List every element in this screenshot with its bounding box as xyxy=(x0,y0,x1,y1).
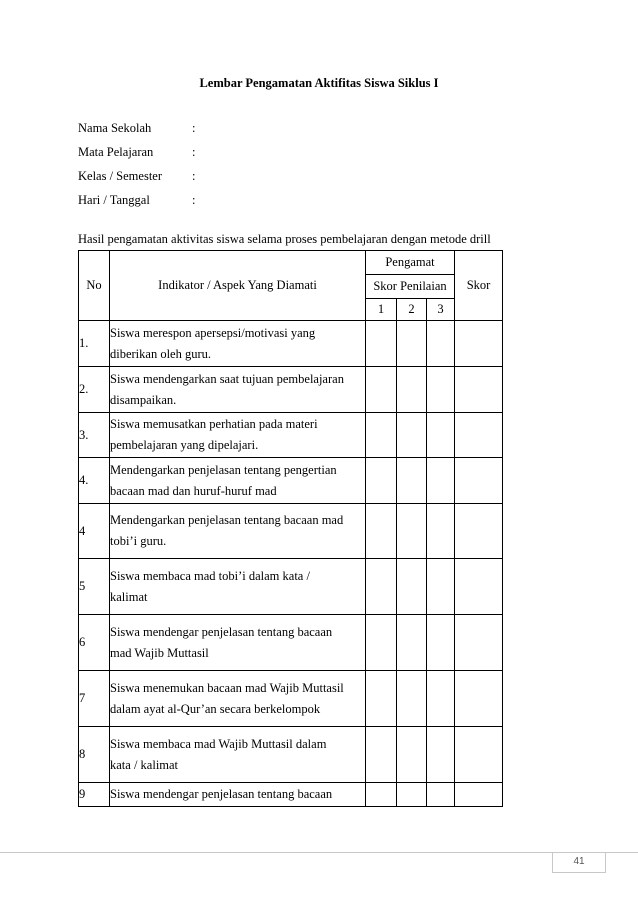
score-cell-2 xyxy=(397,504,427,559)
score-cell-3 xyxy=(427,321,455,367)
score-total-cell xyxy=(455,615,503,671)
info-colon: : xyxy=(192,169,196,183)
score-cell-1 xyxy=(366,615,397,671)
table-row xyxy=(79,615,503,671)
row-indicator xyxy=(110,367,366,413)
row-number: 4. xyxy=(79,458,110,504)
row-indicator xyxy=(110,321,366,367)
score-total-cell xyxy=(455,321,503,367)
score-total-cell xyxy=(455,783,503,807)
score-total-cell xyxy=(455,413,503,458)
score-cell-2 xyxy=(397,321,427,367)
indicator-line: mad Wajib Muttasil xyxy=(110,645,209,660)
info-label: Hari / Tanggal xyxy=(78,193,150,207)
indicator-line: diberikan oleh guru. xyxy=(110,346,212,361)
row-number: 2. xyxy=(79,367,110,413)
score-cell-3 xyxy=(427,559,455,615)
indicator-line: Siswa memusatkan perhatian pada materi xyxy=(110,417,318,431)
indicator-line: Siswa mendengar penjelasan tentang bacaan xyxy=(110,787,333,801)
row-number: 6 xyxy=(79,615,110,671)
observation-table xyxy=(78,250,503,807)
table-row xyxy=(79,504,503,559)
info-colon: : xyxy=(192,121,196,135)
indicator-line: Siswa menemukan bacaan mad Wajib Muttasil xyxy=(110,680,344,695)
score-cell-1 xyxy=(366,504,397,559)
table-row xyxy=(79,671,503,727)
score-cell-2 xyxy=(397,783,427,807)
info-label: Nama Sekolah xyxy=(78,121,152,135)
header-level-2: 2 xyxy=(397,299,427,321)
score-cell-3 xyxy=(427,413,455,458)
row-indicator xyxy=(110,727,366,783)
indicator-line: Siswa merespon apersepsi/motivasi yang xyxy=(110,325,316,340)
row-indicator xyxy=(110,615,366,671)
indicator-line: dalam ayat al-Qur’an secara berkelompok xyxy=(110,701,321,716)
header-level-1: 1 xyxy=(366,299,397,321)
score-cell-2 xyxy=(397,413,427,458)
score-cell-1 xyxy=(366,671,397,727)
indicator-line: kalimat xyxy=(110,589,148,604)
score-total-cell xyxy=(455,671,503,727)
info-colon: : xyxy=(192,193,196,207)
score-total-cell xyxy=(455,559,503,615)
row-indicator xyxy=(110,783,366,807)
indicator-line: tobi’i guru. xyxy=(110,534,167,548)
header-indicator: Indikator / Aspek Yang Diamati xyxy=(110,251,366,321)
row-number: 7 xyxy=(79,671,110,727)
score-cell-1 xyxy=(366,783,397,807)
info-colon: : xyxy=(192,145,196,159)
indicator-line: Mendengarkan penjelasan tentang bacaan mad xyxy=(110,513,344,527)
score-total-cell xyxy=(455,727,503,783)
table-row xyxy=(79,783,503,807)
row-indicator xyxy=(110,504,366,559)
table-row xyxy=(79,458,503,504)
score-cell-1 xyxy=(366,367,397,413)
intro-text: Hasil pengamatan aktivitas siswa selama proses pembelajaran dengan metode drill xyxy=(78,232,491,246)
score-cell-2 xyxy=(397,727,427,783)
row-number: 5 xyxy=(79,559,110,615)
indicator-line: Siswa mendengar penjelasan tentang bacaan xyxy=(110,624,333,639)
score-cell-1 xyxy=(366,458,397,504)
header-level-3: 3 xyxy=(427,299,455,321)
indicator-line: bacaan mad dan huruf-huruf mad xyxy=(110,483,277,498)
row-number: 3. xyxy=(79,413,110,458)
indicator-line: kata / kalimat xyxy=(110,757,179,772)
indicator-line: pembelajaran yang dipelajari. xyxy=(110,438,259,452)
row-number: 4 xyxy=(79,504,110,559)
row-indicator xyxy=(110,458,366,504)
score-total-cell xyxy=(455,458,503,504)
header-observer: Pengamat xyxy=(366,251,455,275)
score-cell-3 xyxy=(427,727,455,783)
row-indicator xyxy=(110,413,366,458)
table-row xyxy=(79,367,503,413)
score-total-cell xyxy=(455,367,503,413)
row-number: 8 xyxy=(79,727,110,783)
indicator-line: Siswa membaca mad tobi’i dalam kata / xyxy=(110,568,310,583)
info-label: Mata Pelajaran xyxy=(78,145,154,159)
score-total-cell xyxy=(455,504,503,559)
score-cell-2 xyxy=(397,671,427,727)
score-cell-2 xyxy=(397,458,427,504)
row-number: 9 xyxy=(79,783,110,807)
indicator-line: Mendengarkan penjelasan tentang pengertian xyxy=(110,462,337,477)
score-cell-3 xyxy=(427,504,455,559)
row-indicator xyxy=(110,559,366,615)
page-title: Lembar Pengamatan Aktifitas Siswa Siklus I xyxy=(199,76,439,90)
row-indicator xyxy=(110,671,366,727)
table-row xyxy=(79,559,503,615)
score-cell-1 xyxy=(366,727,397,783)
score-cell-1 xyxy=(366,321,397,367)
indicator-line: disampaikan. xyxy=(110,392,177,407)
score-cell-2 xyxy=(397,615,427,671)
footer-rule xyxy=(0,852,638,853)
table-row xyxy=(79,413,503,458)
page-number: 41 xyxy=(552,852,606,873)
score-cell-3 xyxy=(427,367,455,413)
score-cell-1 xyxy=(366,413,397,458)
indicator-line: Siswa mendengarkan saat tujuan pembelajaran xyxy=(110,371,344,386)
score-cell-3 xyxy=(427,615,455,671)
indicator-line: Siswa membaca mad Wajib Muttasil dalam xyxy=(110,736,327,751)
header-rating: Skor Penilaian xyxy=(366,275,455,299)
table-row xyxy=(79,321,503,367)
row-number: 1. xyxy=(79,321,110,367)
score-cell-1 xyxy=(366,559,397,615)
score-cell-2 xyxy=(397,559,427,615)
header-no: No xyxy=(79,251,110,321)
score-cell-3 xyxy=(427,671,455,727)
score-cell-3 xyxy=(427,783,455,807)
info-label: Kelas / Semester xyxy=(78,169,163,183)
header-score: Skor xyxy=(455,251,503,321)
table-row xyxy=(79,727,503,783)
score-cell-2 xyxy=(397,367,427,413)
score-cell-3 xyxy=(427,458,455,504)
